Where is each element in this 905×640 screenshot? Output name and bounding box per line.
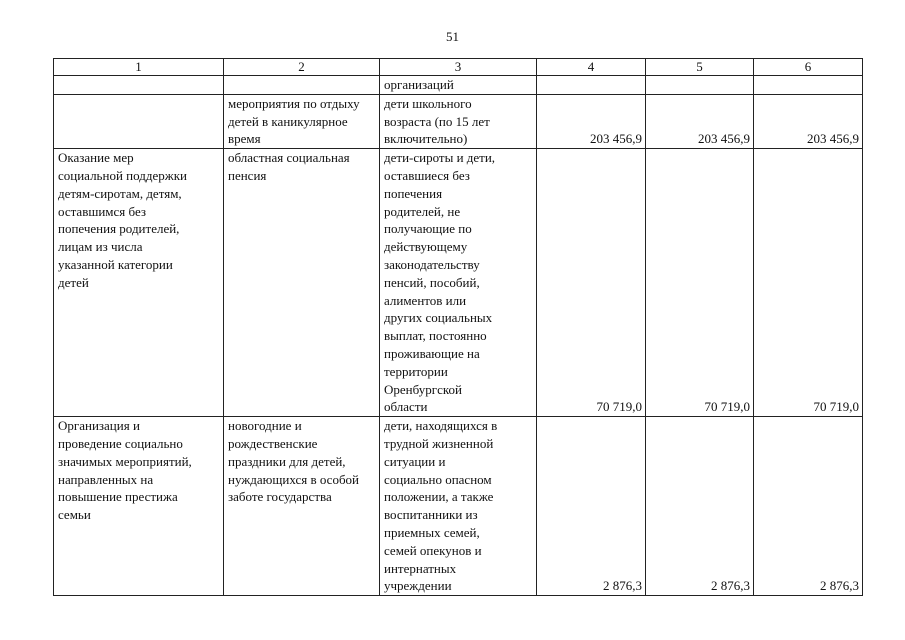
cell-line: новогодние и [228,418,302,434]
cell-line: праздники для детей, [228,453,346,469]
cell-line: интернатных [384,560,457,576]
cell-line: социальной поддержки [58,167,187,183]
cell-line: возраста (по 15 лет [384,113,490,129]
cell-line: заботе государства [228,489,332,505]
column-header: 3 [380,59,537,76]
cell-line: детей [58,274,89,290]
cell-line: попечения [384,185,443,201]
column-header: 2 [224,59,380,76]
cell-line: рождественские [228,435,318,451]
cell-line: семьи [58,507,91,523]
cell-line: мероприятия по отдыху [228,95,360,111]
cell-line: действующему [384,239,468,255]
cell-line: повышение престижа [58,489,178,505]
table-cell-amount: 70 719,0 [646,149,754,417]
table-cell-col2 [224,76,380,95]
table-cell-amount [754,76,863,95]
cell-line: территории [384,363,448,379]
cell-line: направленных на [58,471,154,487]
cell-line: Организация и [58,418,140,434]
cell-line: детей в каникулярное [228,113,348,129]
cell-line: трудной жизненной [384,435,494,451]
table-cell-col2 [224,417,380,596]
table-cell-col1 [54,149,224,417]
cell-line: оставшимся без [58,203,147,219]
cell-line: воспитанники из [384,507,478,523]
table-cell-col3 [380,94,537,148]
cell-line: алиментов или [384,292,467,308]
cell-line: попечения родителей, [58,221,180,237]
cell-line: значимых мероприятий, [58,453,192,469]
table-cell-col1 [54,94,224,148]
cell-line: родителей, не [384,203,461,219]
cell-line: пенсий, пособий, [384,274,480,290]
cell-line: оставшиеся без [384,167,470,183]
cell-line: области [384,399,428,415]
cell-line: дети, находящихся в [384,418,498,434]
cell-line: проживающие на [384,345,480,361]
cell-line: законодательству [384,256,480,272]
cell-line: положении, а также [384,489,494,505]
table-cell-amount: 70 719,0 [754,149,863,417]
cell-line: социально опасном [384,471,492,487]
table-cell-amount: 2 876,3 [646,417,754,596]
table-body [54,59,863,596]
cell-line: указанной категории [58,256,173,272]
table-cell-col3 [380,149,537,417]
cell-line: дети школьного [384,95,472,111]
page-number: 51 [446,29,459,44]
table-row [54,94,863,148]
table-cell-col1 [54,76,224,95]
column-header: 1 [54,59,224,76]
cell-line: выплат, постоянно [384,328,487,344]
cell-line: включительно) [384,131,468,147]
table-header-row [54,59,863,76]
table-cell-col2 [224,94,380,148]
table-cell-amount [537,76,646,95]
column-header: 5 [646,59,754,76]
cell-line: детям-сиротам, детям, [58,185,182,201]
column-header: 4 [537,59,646,76]
cell-line: областная социальная [228,150,350,166]
cell-line: проведение социально [58,435,183,451]
data-table [53,58,863,596]
cell-line: время [228,131,261,147]
table-cell-amount: 70 719,0 [537,149,646,417]
table-row [54,149,863,417]
table-cell-amount: 2 876,3 [537,417,646,596]
column-header: 6 [754,59,863,76]
table-row [54,417,863,596]
cell-line: Оренбургской [384,381,462,397]
cell-line: учреждении [384,578,452,594]
cell-line: других социальных [384,310,493,326]
cell-line: семей опекунов и [384,542,482,558]
table-cell-col1 [54,417,224,596]
cell-line: пенсия [228,167,267,183]
table-cell-amount [646,76,754,95]
table-cell-col2 [224,149,380,417]
cell-line: ситуации и [384,453,446,469]
cell-line: организаций [384,77,454,92]
table-cell-col3 [380,417,537,596]
cell-line: нуждающихся в особой [228,471,360,487]
cell-line: приемных семей, [384,524,480,540]
table-cell-amount: 203 456,9 [537,94,646,148]
cell-line: лицам из числа [58,239,143,255]
table-cell-amount: 203 456,9 [754,94,863,148]
table-cell-col3 [380,76,537,95]
cell-line: Оказание мер [58,150,134,166]
table-cell-amount: 203 456,9 [646,94,754,148]
cell-line: получающие по [384,221,472,237]
cell-line: дети-сироты и дети, [384,150,496,166]
table-row [54,76,863,95]
table-cell-amount: 2 876,3 [754,417,863,596]
